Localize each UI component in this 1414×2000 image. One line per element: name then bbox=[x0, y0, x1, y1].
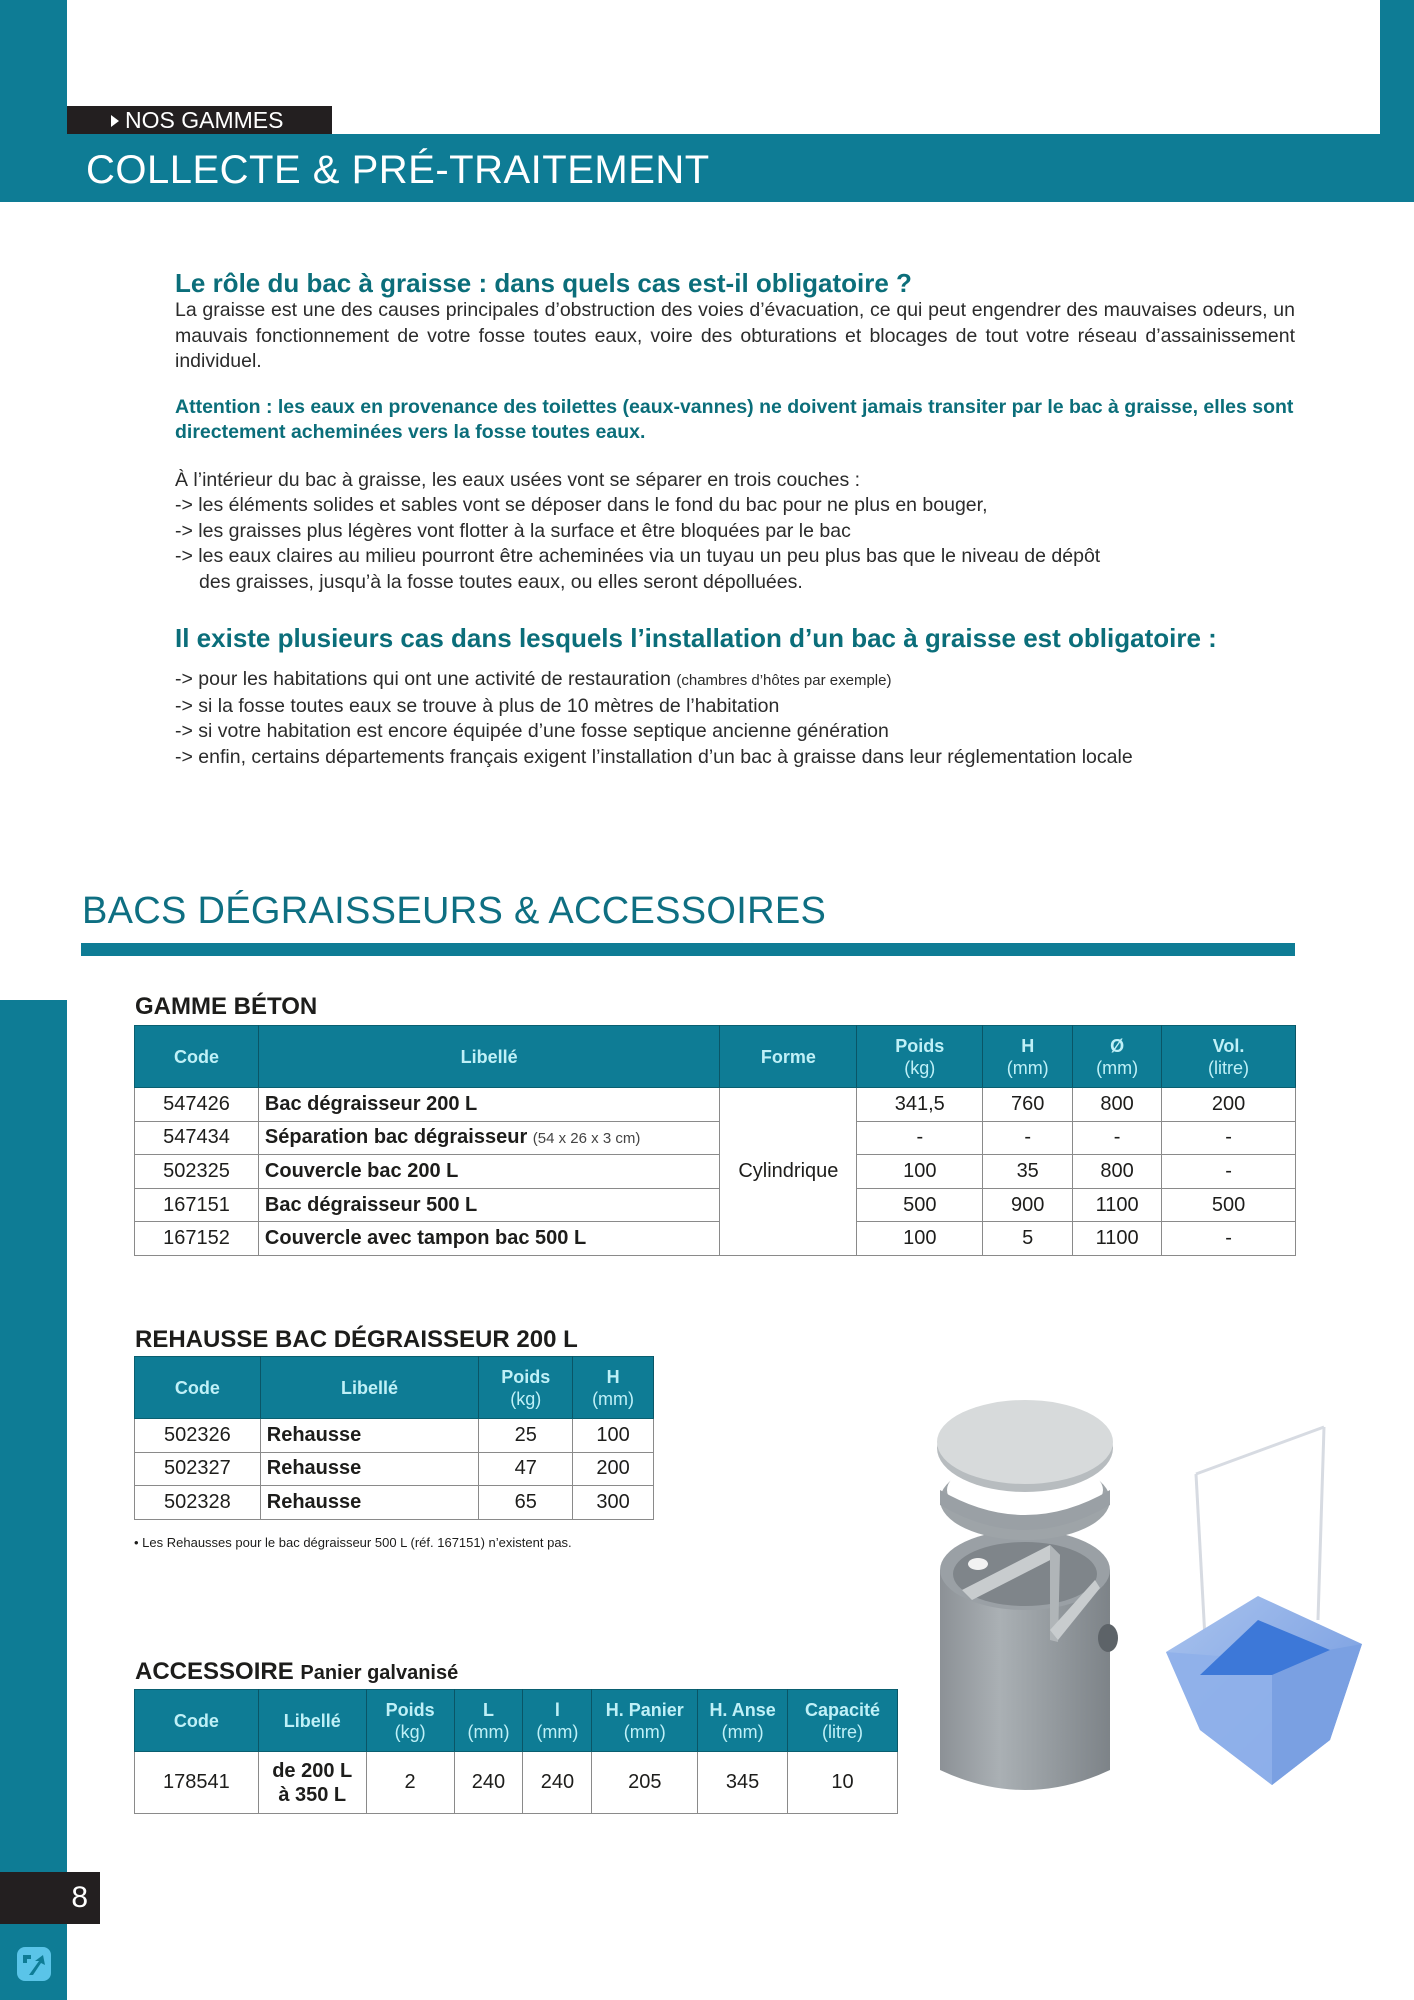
list-item-note: (chambres d’hôtes par exemple) bbox=[676, 672, 892, 689]
table-title-accessoire: ACCESSOIRE Panier galvanisé bbox=[135, 1658, 459, 1685]
cell-h: 100 bbox=[573, 1419, 654, 1453]
cell-capacite: 10 bbox=[788, 1752, 898, 1814]
accessoire-table bbox=[134, 1689, 898, 1814]
col-header-forme: Forme bbox=[720, 1026, 857, 1088]
cell-poids: 65 bbox=[479, 1486, 573, 1520]
list-item: -> pour les habitations qui ont une activité de restauration (chambres d’hôtes par exemple) bbox=[175, 668, 892, 690]
layers-intro: À l’intérieur du bac à graisse, les eaux usées vont se séparer en trois couches : bbox=[175, 468, 861, 491]
cell-poids: 2 bbox=[366, 1752, 454, 1814]
cell-h: 35 bbox=[983, 1155, 1073, 1189]
breadcrumb bbox=[67, 106, 332, 134]
cell-h: - bbox=[983, 1121, 1073, 1155]
cell-poids: 341,5 bbox=[857, 1088, 983, 1122]
col-header-code: Code bbox=[135, 1690, 259, 1752]
table-header-row bbox=[135, 1026, 1296, 1088]
col-header-libelle: Libellé bbox=[260, 1357, 479, 1419]
table-row bbox=[135, 1222, 1296, 1256]
table-row bbox=[135, 1188, 1296, 1222]
col-header-h: H (mm) bbox=[573, 1357, 654, 1419]
left-frame-bottom bbox=[0, 1000, 67, 2000]
cell-libelle: Rehausse bbox=[260, 1486, 479, 1520]
cell-diametre: 1100 bbox=[1073, 1222, 1162, 1256]
cell-code: 502325 bbox=[135, 1155, 259, 1189]
cell-h: 5 bbox=[983, 1222, 1073, 1256]
col-header-h-anse: H. Anse (mm) bbox=[698, 1690, 788, 1752]
col-header-poids: Poids (kg) bbox=[479, 1357, 573, 1419]
table-row bbox=[135, 1452, 654, 1486]
cell-vol: - bbox=[1162, 1121, 1296, 1155]
list-item: -> enfin, certains départements français exigent l’installation d’un bac à graisse dans leur réglementation locale bbox=[175, 745, 1133, 768]
cell-code: 167151 bbox=[135, 1188, 259, 1222]
page-number: 8 bbox=[0, 1872, 100, 1924]
list-item: -> les éléments solides et sables vont se déposer dans le fond du bac pour ne plus en bouger, bbox=[175, 494, 988, 516]
table-row bbox=[135, 1155, 1296, 1189]
cell-h: 200 bbox=[573, 1452, 654, 1486]
cell-h: 760 bbox=[983, 1088, 1073, 1122]
lid-icon bbox=[937, 1400, 1113, 1492]
page-title: COLLECTE & PRÉ-TRAITEMENT bbox=[86, 148, 710, 192]
table-row bbox=[135, 1752, 898, 1814]
cell-vol: 500 bbox=[1162, 1188, 1296, 1222]
intro-section bbox=[175, 268, 1295, 770]
col-header-h: H (mm) bbox=[983, 1026, 1073, 1088]
section-title: BACS DÉGRAISSEURS & ACCESSOIRES bbox=[82, 890, 827, 932]
cell-libelle: Bac dégraisseur 500 L bbox=[258, 1188, 720, 1222]
cell-diametre: 1100 bbox=[1073, 1188, 1162, 1222]
breadcrumb-label: NOS GAMMES bbox=[125, 107, 284, 133]
col-header-largeur: l (mm) bbox=[523, 1690, 592, 1752]
cell-poids: 500 bbox=[857, 1188, 983, 1222]
table-header-row bbox=[135, 1690, 898, 1752]
cell-forme: Cylindrique bbox=[720, 1088, 857, 1256]
col-header-vol: Vol. (litre) bbox=[1162, 1026, 1296, 1088]
table-row bbox=[135, 1088, 1296, 1122]
cell-diametre: 800 bbox=[1073, 1155, 1162, 1189]
cell-poids: 25 bbox=[479, 1419, 573, 1453]
col-header-poids: Poids (kg) bbox=[857, 1026, 983, 1088]
cell-vol: - bbox=[1162, 1222, 1296, 1256]
table-row bbox=[135, 1486, 654, 1520]
cell-longueur: 240 bbox=[454, 1752, 523, 1814]
col-header-h-panier: H. Panier (mm) bbox=[592, 1690, 698, 1752]
cell-libelle: Séparation bac dégraisseur (54 x 26 x 3 cm) bbox=[258, 1121, 720, 1155]
concrete-tank-icon bbox=[940, 1530, 1118, 1790]
triangle-right-icon bbox=[111, 115, 119, 127]
list-item: -> si la fosse toutes eaux se trouve à plus de 10 mètres de l’habitation bbox=[175, 694, 780, 717]
cell-poids: - bbox=[857, 1121, 983, 1155]
cell-libelle: Bac dégraisseur 200 L bbox=[258, 1088, 720, 1122]
list-item-continuation: des graisses, jusqu’à la fosse toutes eaux, ou elles seront dépolluées. bbox=[199, 570, 803, 593]
col-header-diametre: Ø (mm) bbox=[1073, 1026, 1162, 1088]
col-header-capacite: Capacité (litre) bbox=[788, 1690, 898, 1752]
cell-libelle: Couvercle avec tampon bac 500 L bbox=[258, 1222, 720, 1256]
layers-list bbox=[175, 468, 1295, 596]
header-band bbox=[0, 134, 1414, 202]
attention-note: Attention : les eaux en provenance des toilettes (eaux-vannes) ne doivent jamais transiter par le bac à graisse, elles sont directement acheminées vers la fosse toutes eaux. bbox=[175, 395, 1294, 443]
cell-code: 502326 bbox=[135, 1419, 261, 1453]
grease-trap-and-basket-illustration bbox=[900, 1330, 1380, 1810]
cell-libelle: Couvercle bac 200 L bbox=[258, 1155, 720, 1189]
col-header-libelle: Libellé bbox=[258, 1026, 720, 1088]
heading-role: Le rôle du bac à graisse : dans quels cas est-il obligatoire ? bbox=[175, 268, 912, 298]
table-row bbox=[135, 1419, 654, 1453]
cell-code: 502327 bbox=[135, 1452, 261, 1486]
cell-h-anse: 345 bbox=[698, 1752, 788, 1814]
cell-code: 547434 bbox=[135, 1121, 259, 1155]
list-item: -> si votre habitation est encore équipée d’une fosse septique ancienne génération bbox=[175, 720, 889, 742]
col-header-poids: Poids (kg) bbox=[366, 1690, 454, 1752]
col-header-longueur: L (mm) bbox=[454, 1690, 523, 1752]
table-header-row bbox=[135, 1357, 654, 1419]
col-header-code: Code bbox=[135, 1357, 261, 1419]
cell-vol: - bbox=[1162, 1155, 1296, 1189]
cell-diametre: 800 bbox=[1073, 1088, 1162, 1122]
cell-libelle: Rehausse bbox=[260, 1419, 479, 1453]
cell-h-panier: 205 bbox=[592, 1752, 698, 1814]
cell-poids: 47 bbox=[479, 1452, 573, 1486]
rehausse-table bbox=[134, 1356, 654, 1520]
cell-code: 547426 bbox=[135, 1088, 259, 1122]
cell-vol: 200 bbox=[1162, 1088, 1296, 1122]
list-item: -> les graisses plus légères vont flotter à la surface et être bloquées par le bac bbox=[175, 519, 851, 542]
table-title-gamme-beton: GAMME BÉTON bbox=[135, 993, 318, 1020]
cell-poids: 100 bbox=[857, 1222, 983, 1256]
cell-code: 502328 bbox=[135, 1486, 261, 1520]
cell-diametre: - bbox=[1073, 1121, 1162, 1155]
table-row bbox=[135, 1121, 1296, 1155]
paragraph-role: La graisse est une des causes principales d’obstruction des voies d’évacuation, ce qui peut engendrer des mauvaises odeurs, un mauvais fonctionnement de votre fosse toutes eaux, voire des obturations et blocages de tout votre réseau d’assainissement individuel. bbox=[175, 299, 1295, 372]
cell-h: 300 bbox=[573, 1486, 654, 1520]
brand-logo-icon bbox=[17, 1947, 51, 1981]
col-header-libelle: Libellé bbox=[258, 1690, 366, 1752]
galvanized-basket-icon bbox=[1166, 1427, 1362, 1785]
cell-libelle: Rehausse bbox=[260, 1452, 479, 1486]
col-header-code: Code bbox=[135, 1026, 259, 1088]
cell-code: 178541 bbox=[135, 1752, 259, 1814]
cell-poids: 100 bbox=[857, 1155, 983, 1189]
rehausse-note: • Les Rehausses pour le bac dégraisseur 500 L (réf. 167151) n’existent pas. bbox=[134, 1535, 572, 1550]
heading-obligatory-cases: Il existe plusieurs cas dans lesquels l’installation d’un bac à graisse est obligatoire : bbox=[175, 623, 1217, 653]
cell-largeur: 240 bbox=[523, 1752, 592, 1814]
cell-h: 900 bbox=[983, 1188, 1073, 1222]
list-item: -> les eaux claires au milieu pourront être acheminées via un tuyau un peu plus bas que le niveau de dépôt bbox=[175, 545, 1101, 567]
table-title-rehausse: REHAUSSE BAC DÉGRAISSEUR 200 L bbox=[135, 1326, 578, 1353]
cell-code: 167152 bbox=[135, 1222, 259, 1256]
section-divider bbox=[81, 943, 1295, 956]
cases-list bbox=[175, 667, 1295, 770]
cell-libelle: de 200 L à 350 L bbox=[258, 1752, 366, 1814]
gamme-beton-table bbox=[134, 1025, 1296, 1256]
